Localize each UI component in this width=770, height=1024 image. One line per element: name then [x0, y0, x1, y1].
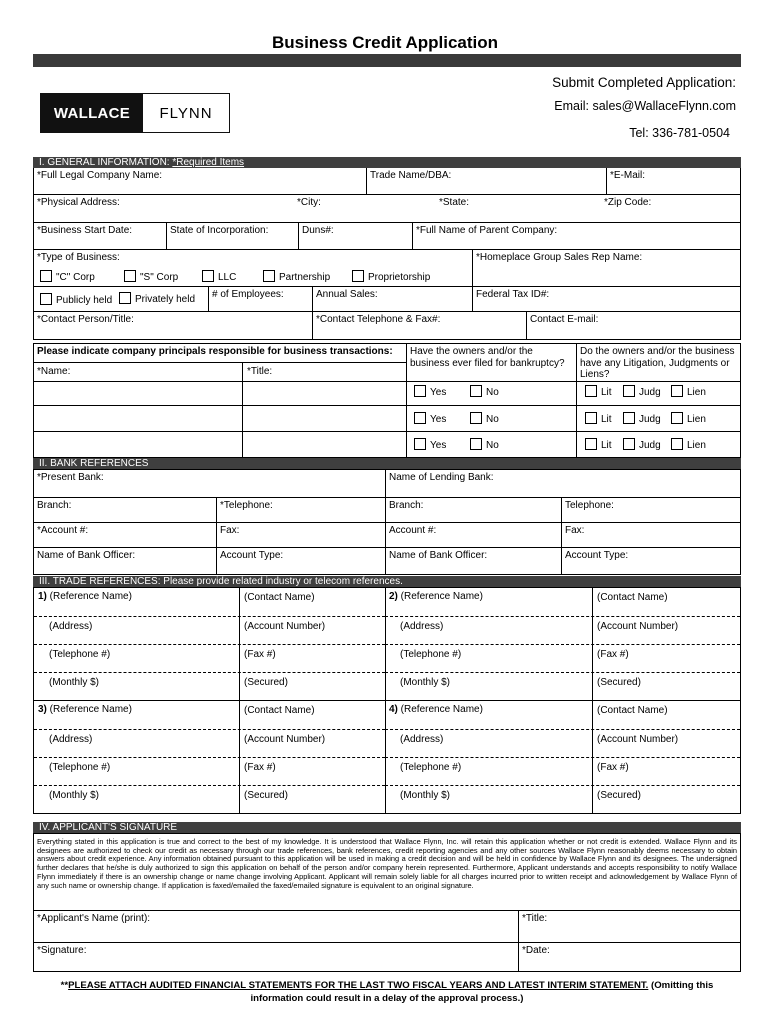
trade-reference-pair: [33, 587, 741, 701]
ownership-field: [34, 287, 208, 311]
trade-inner-divider: [592, 616, 593, 644]
annual-sales-label: Annual Sales:: [316, 289, 378, 300]
proprietorship-label: Proprietorship: [368, 272, 431, 283]
federal-tax-field[interactable]: [472, 287, 740, 311]
principal-row: [33, 379, 741, 406]
reference-number: 1): [38, 591, 47, 602]
bankruptcy-no-option[interactable]: [470, 385, 499, 398]
lit-checkbox[interactable]: [585, 438, 597, 450]
officer-field[interactable]: [34, 548, 216, 574]
present-bank-label: *Present Bank:: [37, 472, 104, 483]
date-field[interactable]: [518, 943, 740, 971]
trade-left-label: (Telephone #): [49, 649, 111, 660]
trade-line[interactable]: [385, 616, 740, 645]
contact-name-label: (Contact Name): [244, 592, 315, 603]
reference-number: 3): [38, 704, 47, 715]
privately-held-label: Privately held: [135, 294, 196, 305]
logo-left-text: WALLACE: [41, 94, 143, 132]
c-corp-checkbox[interactable]: [40, 270, 52, 282]
present-bank-telephone-field[interactable]: [216, 498, 385, 522]
contact-name-label: (Contact Name): [244, 705, 315, 716]
trade-line[interactable]: [34, 616, 385, 645]
state-incorporation-field[interactable]: [166, 223, 298, 249]
trade-right-label: (Secured): [597, 790, 641, 801]
lit-label: Lit: [601, 440, 612, 451]
financial-statement-notice: [33, 979, 741, 1005]
parent-company-field[interactable]: [412, 223, 740, 249]
federal-tax-label: Federal Tax ID#:: [476, 289, 550, 300]
lending-branch-field[interactable]: [385, 498, 561, 522]
parent-company-label: *Full Name of Parent Company:: [416, 225, 558, 236]
trade-line[interactable]: [34, 588, 385, 617]
row-bank-names: [33, 469, 741, 498]
account-label: *Account #:: [37, 525, 89, 536]
trade-right-label: (Fax #): [597, 649, 629, 660]
state-incorporation-label: State of Incorporation:: [170, 225, 269, 236]
yes-label: Yes: [430, 387, 447, 398]
section-bank-heading: II. BANK REFERENCES: [33, 458, 741, 469]
trade-right-label: (Fax #): [244, 762, 276, 773]
judg-label: Judg: [639, 414, 661, 425]
principal-name-field[interactable]: [34, 432, 242, 457]
c-corp-label: "C" Corp: [56, 272, 95, 283]
trade-inner-divider: [239, 701, 240, 729]
lien-checkbox[interactable]: [671, 385, 683, 397]
present-bank-telephone-label: *Telephone:: [220, 500, 273, 511]
row-address: [33, 195, 741, 223]
row-business-type: [33, 250, 741, 287]
bankruptcy-yes-option[interactable]: [414, 438, 446, 451]
no-label: No: [486, 387, 499, 398]
partnership-checkbox[interactable]: [263, 270, 275, 282]
state-label: *State:: [439, 197, 470, 208]
bankruptcy-question: Have the owners and/or the business ever filed for bankruptcy?: [406, 344, 576, 381]
partnership-label: Partnership: [279, 272, 331, 283]
trade-line[interactable]: [34, 757, 385, 786]
legal-name-label: *Full Legal Company Name:: [37, 170, 163, 181]
contact-email-field[interactable]: [526, 312, 740, 339]
row-bank-branch: [33, 498, 741, 523]
date-label: *Date:: [522, 945, 550, 956]
branch-field[interactable]: [34, 498, 216, 522]
start-date-label: *Business Start Date:: [37, 225, 133, 236]
lending-account-label: Account #:: [389, 525, 437, 536]
trade-left-label: (Address): [400, 734, 444, 745]
trade-line[interactable]: [34, 785, 385, 814]
account-type-label: Account Type:: [220, 550, 284, 561]
submit-telephone: Tel: 336-781-0504: [629, 126, 730, 140]
section-signature-heading: IV. APPLICANT'S SIGNATURE: [33, 822, 741, 833]
reference-number: 2): [389, 591, 398, 602]
trade-left-label: (Monthly $): [49, 790, 100, 801]
llc-label: LLC: [218, 272, 237, 283]
reference-name-text: (Reference Name): [46, 591, 132, 602]
zip-field[interactable]: [601, 195, 740, 222]
publicly-held-checkbox[interactable]: [40, 293, 52, 305]
judg-checkbox[interactable]: [623, 438, 635, 450]
lien-label: Lien: [687, 440, 706, 451]
trade-left-label: (Address): [400, 621, 444, 632]
notice-underlined: PLEASE ATTACH AUDITED FINANCIAL STATEMENTS FOR THE LAST TWO FISCAL YEARS AND LATEST INTERIM STATEMENT.: [68, 980, 649, 991]
row-principals-header: [33, 343, 741, 382]
no-label: No: [486, 440, 499, 451]
partnership-option[interactable]: [263, 270, 330, 283]
trade-inner-divider: [592, 672, 593, 701]
litigation-question: Do the owners and/or the business have any Litigation, Judgments or Liens?: [576, 344, 740, 381]
submit-instructions: Submit Completed Application:: [552, 75, 736, 90]
reference-name-text: (Reference Name): [397, 704, 483, 715]
principal-title-label: *Title:: [247, 366, 273, 377]
trade-reference-block: [385, 588, 740, 702]
trade-right-label: (Secured): [597, 677, 641, 688]
principals-heading: Please indicate company principals responsible for business transactions:: [37, 346, 393, 357]
trade-reference-block: [385, 701, 740, 815]
litigation-answer: [576, 432, 740, 457]
bankruptcy-answer: [406, 432, 576, 457]
row-bank-account: [33, 523, 741, 548]
trade-name-field[interactable]: [366, 168, 606, 194]
account-field[interactable]: [34, 523, 216, 547]
lit-checkbox[interactable]: [585, 412, 597, 424]
present-bank-fax-label: Fax:: [220, 525, 240, 536]
judg-label: Judg: [639, 440, 661, 451]
lending-fax-field[interactable]: [561, 523, 740, 547]
trade-line[interactable]: [385, 785, 740, 814]
trade-right-label: (Account Number): [597, 734, 679, 745]
trade-inner-divider: [592, 701, 593, 729]
annual-sales-field[interactable]: [312, 287, 472, 311]
trade-reference-block: [34, 701, 385, 815]
trade-inner-divider: [239, 672, 240, 701]
lending-bank-field[interactable]: [385, 470, 740, 497]
trade-right-label: (Secured): [244, 677, 288, 688]
principal-header-divider: [34, 362, 406, 363]
notice-rest: (Omitting this information could result in a delay of the approval process.): [250, 980, 714, 1004]
litigation-answer: [576, 379, 740, 405]
trade-right-label: (Fax #): [244, 649, 276, 660]
row-bank-officer: [33, 548, 741, 575]
trade-inner-divider: [592, 729, 593, 757]
trade-left-label: (Telephone #): [400, 762, 462, 773]
trade-left-label: (Telephone #): [49, 762, 111, 773]
contact-phone-field[interactable]: [312, 312, 526, 339]
s-corp-label: "S" Corp: [140, 272, 179, 283]
present-bank-fax-field[interactable]: [216, 523, 385, 547]
trade-inner-divider: [239, 616, 240, 644]
lien-checkbox[interactable]: [671, 438, 683, 450]
lending-account-type-field[interactable]: [561, 548, 740, 574]
reference-number: 4): [389, 704, 398, 715]
row-company-name: [33, 168, 741, 195]
section-general-title: I. GENERAL INFORMATION:: [39, 157, 173, 168]
judg-option[interactable]: [623, 385, 661, 398]
bankruptcy-no-option[interactable]: [470, 438, 499, 451]
bankruptcy-no-checkbox[interactable]: [470, 385, 482, 397]
publicly-held-label: Publicly held: [56, 295, 113, 306]
row-business-info: [33, 223, 741, 250]
branch-label: Branch:: [37, 500, 72, 511]
proprietorship-option[interactable]: [352, 270, 430, 283]
lending-bank-label: Name of Lending Bank:: [389, 472, 494, 483]
zip-label: *Zip Code:: [604, 197, 652, 208]
lien-label: Lien: [687, 414, 706, 425]
trade-right-label: (Fax #): [597, 762, 629, 773]
title-bar: [33, 54, 741, 67]
lit-label: Lit: [601, 414, 612, 425]
required-items-note: *Required Items: [172, 157, 245, 168]
principal-title-field[interactable]: [242, 432, 406, 457]
lien-checkbox[interactable]: [671, 412, 683, 424]
reference-name-label: [389, 704, 483, 715]
lien-option[interactable]: [671, 385, 706, 398]
lien-option[interactable]: [671, 412, 706, 425]
submit-email: Email: sales@WallaceFlynn.com: [554, 99, 736, 113]
sales-rep-field[interactable]: [472, 250, 740, 286]
contact-phone-label: *Contact Telephone & Fax#:: [316, 314, 441, 325]
trade-line[interactable]: [385, 757, 740, 786]
trade-left-label: (Address): [49, 621, 93, 632]
contact-email-label: Contact E-mail:: [530, 314, 599, 325]
contact-name-label: (Contact Name): [597, 705, 668, 716]
principal-name-field[interactable]: [34, 406, 242, 431]
applicant-title-field[interactable]: [518, 911, 740, 942]
trade-inner-divider: [239, 588, 240, 616]
section-trade-heading: III. TRADE REFERENCES: Please provide related industry or telecom references.: [33, 576, 741, 587]
principal-title-field[interactable]: [242, 406, 406, 431]
lit-checkbox[interactable]: [585, 385, 597, 397]
trade-left-label: (Address): [49, 734, 93, 745]
trade-inner-divider: [239, 729, 240, 757]
judg-option[interactable]: [623, 412, 661, 425]
bankruptcy-no-checkbox[interactable]: [470, 438, 482, 450]
type-of-business-label: *Type of Business:: [37, 252, 120, 263]
lending-telephone-field[interactable]: [561, 498, 740, 522]
bankruptcy-yes-checkbox[interactable]: [414, 385, 426, 397]
reference-name-label: [38, 591, 132, 602]
lending-branch-label: Branch:: [389, 500, 424, 511]
lit-option[interactable]: [585, 412, 612, 425]
duns-label: Duns#:: [302, 225, 334, 236]
llc-checkbox[interactable]: [202, 270, 214, 282]
yes-label: Yes: [430, 414, 447, 425]
trade-reference-block: [34, 588, 385, 702]
trade-line[interactable]: [34, 701, 385, 730]
trade-left-label: (Telephone #): [400, 649, 462, 660]
row-signature: [33, 943, 741, 972]
lending-fax-label: Fax:: [565, 525, 585, 536]
trade-right-label: (Account Number): [244, 621, 326, 632]
applicant-title-label: *Title:: [522, 913, 548, 924]
reference-name-label: [38, 704, 132, 715]
publicly-held-option[interactable]: [40, 293, 112, 306]
contact-person-label: *Contact Person/Title:: [37, 314, 134, 325]
judg-label: Judg: [639, 387, 661, 398]
state-field[interactable]: [436, 195, 601, 222]
bankruptcy-yes-option[interactable]: [414, 412, 446, 425]
lien-label: Lien: [687, 387, 706, 398]
trade-line[interactable]: [385, 672, 740, 701]
trade-right-label: (Account Number): [597, 621, 679, 632]
lending-officer-field[interactable]: [385, 548, 561, 574]
lit-option[interactable]: [585, 438, 612, 451]
duns-field[interactable]: [298, 223, 412, 249]
bankruptcy-yes-option[interactable]: [414, 385, 446, 398]
proprietorship-checkbox[interactable]: [352, 270, 364, 282]
lending-account-field[interactable]: [385, 523, 561, 547]
litigation-answer: [576, 406, 740, 431]
trade-line[interactable]: [385, 644, 740, 673]
email-field[interactable]: [606, 168, 740, 194]
sales-rep-label: *Homeplace Group Sales Rep Name:: [476, 252, 643, 263]
trade-name-label: Trade Name/DBA:: [370, 170, 452, 181]
trade-inner-divider: [592, 757, 593, 785]
trade-inner-divider: [592, 785, 593, 814]
row-applicant-name: [33, 911, 741, 943]
contact-person-field[interactable]: [34, 312, 312, 339]
credit-application-form: [33, 157, 741, 979]
judg-checkbox[interactable]: [623, 385, 635, 397]
signature-statement-box: [33, 833, 741, 911]
legal-name-field[interactable]: [34, 168, 366, 194]
privately-held-option[interactable]: [119, 292, 195, 305]
lit-option[interactable]: [585, 385, 612, 398]
bankruptcy-yes-checkbox[interactable]: [414, 412, 426, 424]
reference-name-label: [389, 591, 483, 602]
reference-name-text: (Reference Name): [397, 591, 483, 602]
bankruptcy-answer: [406, 406, 576, 431]
principals-heading-cell: [34, 344, 406, 381]
contact-name-label: (Contact Name): [597, 592, 668, 603]
bankruptcy-no-checkbox[interactable]: [470, 412, 482, 424]
present-bank-field[interactable]: [34, 470, 385, 497]
principal-name-label: *Name:: [37, 366, 71, 377]
trade-line[interactable]: [34, 672, 385, 701]
physical-address-field[interactable]: [34, 195, 294, 222]
officer-label: Name of Bank Officer:: [37, 550, 136, 561]
yes-label: Yes: [430, 440, 447, 451]
trade-reference-pair: [33, 700, 741, 814]
employees-field[interactable]: [208, 287, 312, 311]
lending-account-type-label: Account Type:: [565, 550, 629, 561]
lending-telephone-label: Telephone:: [565, 500, 614, 511]
llc-option[interactable]: [202, 270, 236, 283]
trade-line[interactable]: [385, 701, 740, 730]
notice-prefix: **: [60, 980, 69, 991]
lit-label: Lit: [601, 387, 612, 398]
city-field[interactable]: [294, 195, 436, 222]
lending-officer-label: Name of Bank Officer:: [389, 550, 488, 561]
signature-label: *Signature:: [37, 945, 87, 956]
s-corp-option[interactable]: [124, 270, 178, 283]
bankruptcy-answer: [406, 379, 576, 405]
principal-title-field[interactable]: [242, 379, 406, 405]
principal-name-field[interactable]: [34, 379, 242, 405]
trade-inner-divider: [592, 644, 593, 672]
employees-label: # of Employees:: [212, 289, 284, 300]
start-date-field[interactable]: [34, 223, 166, 249]
trade-inner-divider: [239, 757, 240, 785]
signature-field[interactable]: [34, 943, 518, 971]
signature-statement: Everything stated in this application is true and correct to the best of my knowledge. It is understood that Wallace Flynn, Inc. will retain this application whether or not credit is extended. Wallace Flynn and its designees are authorized to check our credit as necessary through our trade references, bank references, credit reporting agencies and any other sources Wallace Flynn reasonably deems necessary to obtain answers about credit experience. Any information obtained pursuant to this application will be used in making a credit decision and will be held in confidence by Wallace Flynn and its designees. The undersigned further declares that he/she is duly authorized to sign this application on behalf of the person and/or company herein represented. Furthermore, Applicant understands and accepts responsibility to notify Wallace Flynn immediately if there is an ownership change or name change involving Applicant. Applicant will remain solely liable for all charges incurred prior to written receipt and acknowledgement by Wallace Flynn of any such name or ownership change. If application is faxed/emailed the faxed/emailed signature is equivalent to an original signature.: [37, 837, 737, 890]
trade-left-label: (Monthly $): [49, 677, 100, 688]
privately-held-checkbox[interactable]: [119, 292, 131, 304]
physical-address-label: *Physical Address:: [37, 197, 120, 208]
c-corp-option[interactable]: [40, 270, 95, 283]
applicant-name-label: *Applicant's Name (print):: [37, 913, 151, 924]
trade-line[interactable]: [385, 729, 740, 758]
page-title: Business Credit Application: [271, 33, 499, 52]
account-type-field[interactable]: [216, 548, 385, 574]
trade-inner-divider: [592, 588, 593, 616]
reference-name-text: (Reference Name): [46, 704, 132, 715]
trade-inner-divider: [239, 644, 240, 672]
company-logo: [40, 93, 230, 133]
judg-option[interactable]: [623, 438, 661, 451]
logo-right-text: FLYNN: [159, 104, 213, 122]
row-contact: [33, 312, 741, 340]
row-ownership: [33, 287, 741, 312]
city-label: *City:: [297, 197, 321, 208]
lien-option[interactable]: [671, 438, 706, 451]
trade-left-label: (Monthly $): [400, 677, 451, 688]
trade-line[interactable]: [385, 588, 740, 617]
applicant-name-field[interactable]: [34, 911, 518, 942]
s-corp-checkbox[interactable]: [124, 270, 136, 282]
trade-right-label: (Account Number): [244, 734, 326, 745]
trade-right-label: (Secured): [244, 790, 288, 801]
email-label: *E-Mail:: [610, 170, 646, 181]
section-general-heading: [33, 157, 741, 168]
trade-line[interactable]: [34, 729, 385, 758]
principal-row: [33, 406, 741, 432]
no-label: No: [486, 414, 499, 425]
judg-checkbox[interactable]: [623, 412, 635, 424]
principal-row: [33, 432, 741, 458]
trade-inner-divider: [239, 785, 240, 814]
bankruptcy-yes-checkbox[interactable]: [414, 438, 426, 450]
bankruptcy-no-option[interactable]: [470, 412, 499, 425]
trade-left-label: (Monthly $): [400, 790, 451, 801]
type-of-business-field: [34, 250, 472, 286]
trade-line[interactable]: [34, 644, 385, 673]
